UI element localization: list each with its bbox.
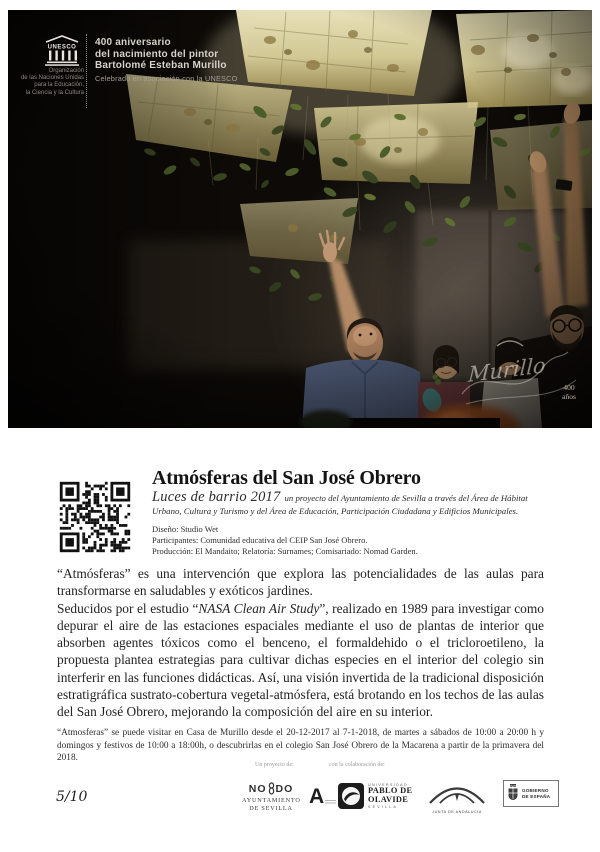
- junta-andalucia-icon: [424, 782, 490, 804]
- page-title: Atmósferas del San José Obrero: [152, 467, 421, 489]
- unesco-logo-letters: UNESCO: [47, 44, 77, 51]
- murillo-anniversary: [95, 37, 237, 83]
- upo-name-1: PABLO DE: [368, 786, 413, 796]
- de-sevilla-line: DE SEVILLA: [249, 804, 293, 812]
- unesco-org-line: de las Naciones Unidas: [20, 75, 84, 82]
- signature-year: 400: [563, 383, 575, 392]
- paragraph-2-end: ”, realizado en 1989 para investigar como depurar el aire de las estaciones espaciales mediante el uso de plantas de interior que absorben agentes tóxicos como el benceno, el formaldehido o el tricloroetileno, la propuesta plantea estrategias para cultivar dichas especies en el interior del colegio sin interferir en las funciones didácticas. Así, una visión invertida de la tradicional disposición estratigráfica sustrato-cobertura vegetal-atmósfera, está brotando en los techos de las aulas del San José Obrero, mejorando la composición del aire en su interior.: [57, 600, 544, 720]
- credits-block: [152, 524, 418, 557]
- series-description: un proyecto del Ayuntamiento de Sevilla a través del Área de Hábitat Urbano, Cultura y Turismo y del Área de Educación, Participación Ciudadana y Edificios Municipales.: [152, 493, 528, 516]
- upo-name-2: OLAVIDE: [368, 794, 409, 804]
- qr-code: [57, 479, 133, 555]
- unesco-temple-icon: [44, 35, 80, 67]
- unesco-org-name: [10, 68, 84, 97]
- no8do-do: DO: [275, 782, 294, 795]
- anniversary-subtitle: Celebrado en asociación con la UNESCO: [95, 74, 238, 83]
- page-number: 5/10: [56, 789, 88, 805]
- credit-line-participants: Participantes: Comunidad educativa del CEIP San José Obrero.: [152, 535, 368, 545]
- project-label: Un proyecto de:: [255, 762, 294, 768]
- signature-400-anos: [556, 384, 582, 401]
- collaborator-a-logo-smalltext: [325, 800, 336, 805]
- collaborator-a-logo: A: [309, 785, 325, 808]
- body-text: [57, 565, 544, 721]
- pablo-olavide-logo: [338, 783, 412, 809]
- pablo-olavide-icon: [338, 783, 364, 809]
- signature-years-word: años: [562, 391, 576, 401]
- upo-universidad: UNIVERSIDAD: [368, 783, 408, 788]
- murillo-signature: [458, 350, 586, 418]
- junta-andalucia-logo: [424, 782, 490, 814]
- anniversary-line: del nacimiento del pintor: [95, 48, 219, 60]
- anniversary-line: 400 aniversario: [95, 37, 171, 48]
- no8do-no: NO: [248, 782, 267, 795]
- nasa-study-title: NASA Clean Air Study: [198, 600, 320, 616]
- sevilla-city-logo: [242, 782, 300, 812]
- madeja-skein-icon: [268, 782, 275, 795]
- pablo-olavide-text: [368, 783, 412, 809]
- junta-andalucia-label: JUNTA DE ANDALUCÍA: [432, 810, 482, 814]
- upo-sevilla: SEVILLA: [368, 804, 398, 809]
- gobierno-espana-text: [522, 788, 550, 799]
- spain-coat-of-arms-icon: [507, 784, 519, 804]
- anniversary-line: Bartolomé Esteban Murillo: [95, 60, 227, 71]
- series-name: Luces de barrio 2017: [152, 489, 281, 505]
- dotted-separator: [86, 34, 87, 108]
- paragraph-2-start: Seducidos por el estudio “: [57, 600, 199, 616]
- espana-line: DE ESPAÑA: [522, 793, 551, 799]
- ayuntamiento-line: AYUNTAMIENTO: [242, 797, 301, 804]
- unesco-org-line: para la Educación,: [34, 82, 84, 89]
- signature-name: Murillo: [467, 353, 547, 387]
- paragraph-2: [57, 600, 544, 721]
- hero-photo: [8, 10, 592, 428]
- credit-line-production: Producción: El Mandaito; Relatoría: Surnames; Comisariado: Nomad Garden.: [152, 546, 418, 556]
- no8do-wordmark: [242, 782, 300, 795]
- visiting-note: “Atmosferas” se puede visitar en Casa de Murillo desde el 20-12-2017 al 7-1-2018, de martes a sábados de 10:00 a 20:00 h y domingos y festivos de 10:00 a 18:00h, o descubrirlas en el colegio San José Obrero de la Macarena a partir de la primavera del 2018.: [57, 728, 544, 764]
- unesco-org-line: la Ciencia y la Cultura: [25, 89, 84, 96]
- unesco-banner: [8, 10, 268, 130]
- unesco-org-line: Organización: [48, 68, 84, 74]
- paragraph-1: “Atmósferas” es una intervención que explora las potencialidades de las aulas para transformarse en saludables y exóticos jardines.: [57, 566, 544, 599]
- collaboration-label: con la colaboración de:: [329, 762, 385, 768]
- credit-line-design: Diseño: Studio Wet: [152, 524, 219, 534]
- gobierno-line: GOBIERNO: [522, 787, 549, 793]
- series-subtitle: [152, 491, 544, 517]
- qr-code-graphic: [57, 479, 133, 555]
- gobierno-espana-logo: [503, 780, 559, 807]
